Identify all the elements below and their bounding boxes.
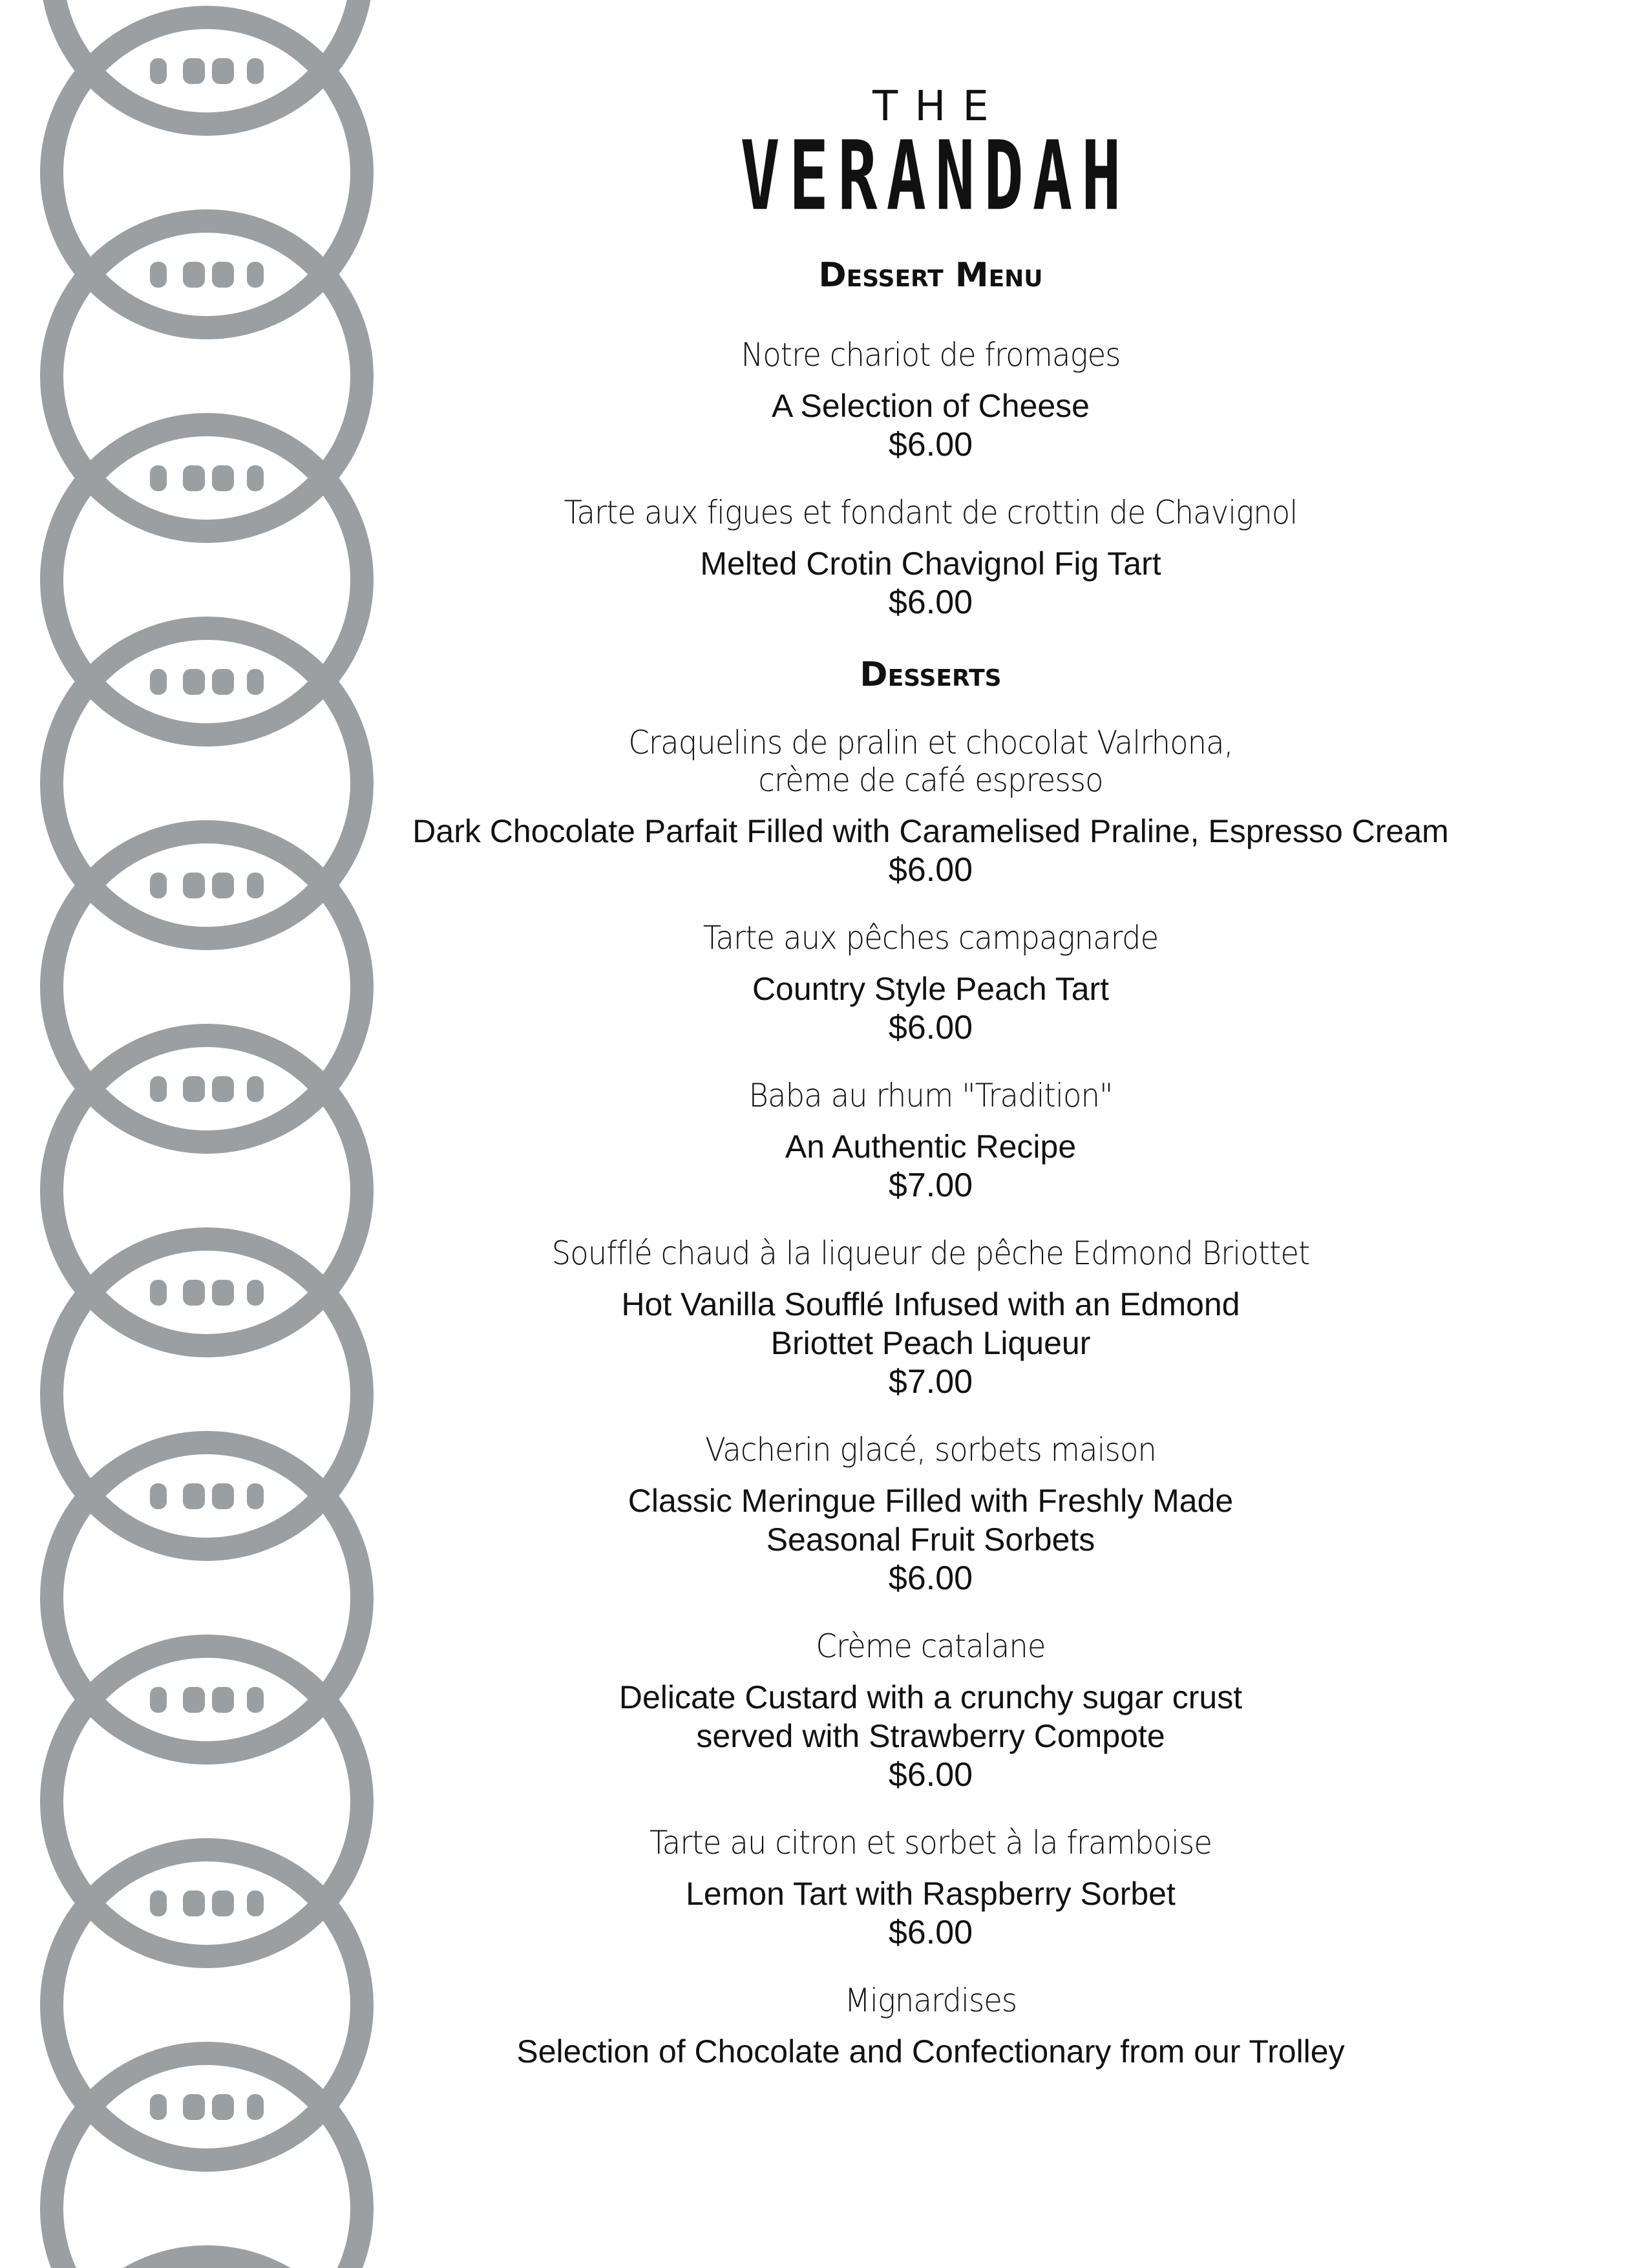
item-french-name: Notre chariot de fromages — [741, 336, 1121, 374]
pattern-knot — [183, 873, 205, 898]
item-english-name: Lemon Tart with Raspberry Sorbet — [686, 1876, 1176, 1912]
menu-item — [401, 336, 1461, 464]
pattern-knot — [183, 465, 205, 491]
menu-item — [401, 1982, 1461, 2071]
pattern-knot — [212, 2094, 234, 2120]
pattern-knot — [247, 1280, 264, 1306]
item-price: $7.00 — [888, 1363, 973, 1401]
item-french-name: Mignardises — [844, 1982, 1017, 2019]
dessert-menu — [401, 78, 1461, 2071]
menu-item — [401, 919, 1461, 1047]
pattern-knot — [212, 669, 234, 695]
item-english-name: Selection of Chocolate and Confectionary from our Trolley — [516, 2033, 1345, 2070]
item-french-name: Crème catalane — [816, 1627, 1046, 1665]
item-price: $6.00 — [888, 1560, 973, 1597]
pattern-knot — [150, 1687, 167, 1713]
item-french-name: Vacherin glacé, sorbets maison — [705, 1431, 1156, 1468]
pattern-knot — [150, 1280, 167, 1306]
pattern-knot — [183, 2094, 205, 2120]
pattern-knot — [247, 1891, 264, 1916]
item-price: $6.00 — [888, 584, 973, 621]
item-french-name: Tarte aux figues et fondant de crottin de Chavignol — [564, 494, 1298, 531]
restaurant-title: VERANDAH — [740, 121, 1130, 233]
section-heading: Dessert Menu — [818, 256, 1043, 295]
pattern-knot — [247, 1687, 264, 1713]
pattern-knot — [212, 873, 234, 898]
decorative-ring-pattern — [0, 0, 452, 2268]
pattern-knot — [150, 669, 167, 695]
item-french-name: Baba au rhum "Tradition" — [748, 1077, 1113, 1114]
pattern-knot — [212, 465, 234, 491]
item-english-name: Country Style Peach Tart — [752, 971, 1110, 1007]
pattern-knot — [183, 58, 205, 84]
pattern-knot — [212, 1687, 234, 1713]
pattern-knot — [247, 58, 264, 84]
pattern-knot — [247, 669, 264, 695]
pattern-knot — [247, 1076, 264, 1102]
pattern-knot — [247, 1483, 264, 1509]
menu-item — [401, 1824, 1461, 1952]
pattern-knot — [183, 262, 205, 288]
pattern-knot — [183, 1891, 205, 1916]
item-french-name: Soufflé chaud à la liqueur de pêche Edmond Briottet — [551, 1235, 1310, 1272]
item-english-name: Classic Meringue Filled with Freshly Made Seasonal Fruit Sorbets — [628, 1483, 1234, 1558]
pattern-knot — [183, 1280, 205, 1306]
pattern-knot — [150, 1483, 167, 1509]
pattern-knot — [212, 262, 234, 288]
item-price: $6.00 — [888, 1756, 973, 1794]
item-french-name: Craquelins de pralin et chocolat Valrhona, crème de café espresso — [628, 724, 1233, 799]
pattern-knot — [247, 2094, 264, 2120]
section-dessert-menu — [401, 256, 1461, 622]
pattern-knot — [150, 262, 167, 288]
pattern-knot — [183, 1076, 205, 1102]
pattern-knot — [247, 465, 264, 491]
pattern-knot — [150, 465, 167, 491]
item-price: $6.00 — [888, 1914, 973, 1951]
pattern-knot — [150, 2094, 167, 2120]
item-french-name: Tarte aux pêches campagnarde — [703, 919, 1159, 957]
pattern-knot — [212, 1483, 234, 1509]
menu-item — [401, 1627, 1461, 1794]
item-price: $7.00 — [888, 1167, 973, 1204]
pattern-knot — [247, 262, 264, 288]
section-heading: Desserts — [860, 655, 1002, 694]
pattern-knot — [212, 1076, 234, 1102]
item-english-name: Delicate Custard with a crunchy sugar crust served with Strawberry Compote — [618, 1679, 1243, 1754]
pattern-knot — [183, 1483, 205, 1509]
item-price: $6.00 — [888, 851, 973, 889]
item-price: $6.00 — [888, 1009, 973, 1046]
pattern-knot — [183, 669, 205, 695]
item-english-name: Dark Chocolate Parfait Filled with Caramelised Praline, Espresso Cream — [412, 813, 1449, 849]
item-french-name: Tarte au citron et sorbet à la framboise — [649, 1824, 1212, 1861]
pattern-knot — [212, 1891, 234, 1916]
pattern-knot — [150, 1891, 167, 1916]
pattern-knot — [212, 1280, 234, 1306]
menu-item — [401, 1431, 1461, 1598]
pattern-knot — [183, 1687, 205, 1713]
menu-item — [401, 1077, 1461, 1205]
pattern-knot — [150, 873, 167, 898]
pattern-knot — [150, 1076, 167, 1102]
item-english-name: Hot Vanilla Soufflé Infused with an Edmond Briottet Peach Liqueur — [621, 1286, 1240, 1361]
restaurant-title-prefix: THE — [872, 83, 1006, 131]
item-english-name: Melted Crotin Chavignol Fig Tart — [700, 546, 1161, 582]
item-english-name: A Selection of Cheese — [772, 388, 1090, 424]
menu-item — [401, 494, 1461, 622]
section-desserts — [401, 655, 1461, 2071]
pattern-knot — [247, 873, 264, 898]
menu-item — [401, 1235, 1461, 1401]
item-english-name: An Authentic Recipe — [785, 1129, 1077, 1165]
pattern-knot — [150, 58, 167, 84]
pattern-ring — [52, 2257, 362, 2268]
pattern-knot — [212, 58, 234, 84]
menu-item — [401, 724, 1461, 889]
item-price: $6.00 — [888, 426, 973, 463]
